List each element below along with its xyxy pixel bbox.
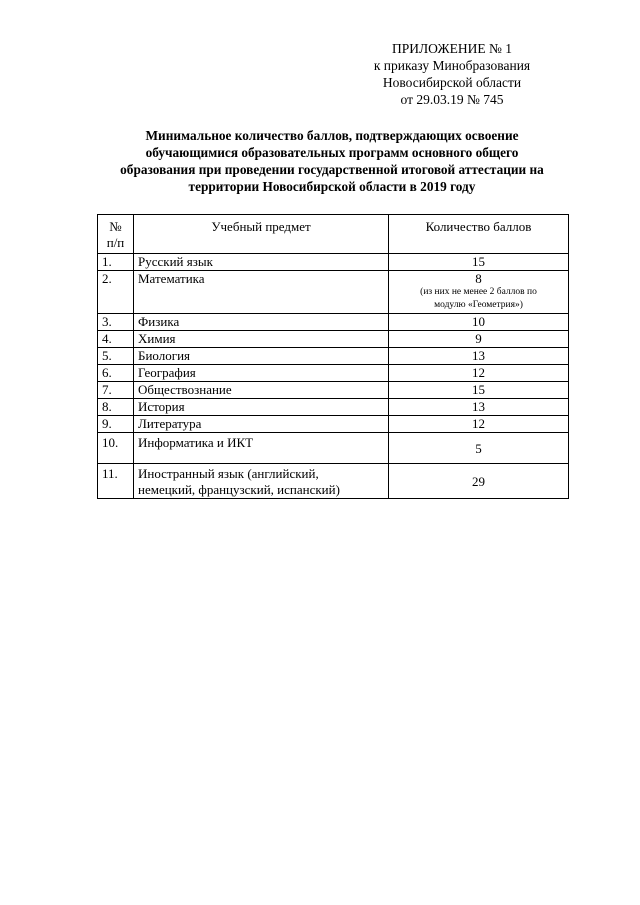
row-score: 29 [389, 464, 569, 499]
row-subject: Математика [134, 271, 389, 314]
title-line: образования при проведении государственной итоговой аттестации на [120, 162, 544, 177]
table-row [98, 254, 569, 271]
row-subject-continued: немецкий, французский, испанский) [138, 482, 340, 497]
order-date-number: от 29.03.19 № 745 [400, 92, 504, 107]
table-row [98, 416, 569, 433]
row-score: 5 [389, 433, 569, 464]
score-note: (из них не менее 2 баллов по [420, 287, 537, 297]
row-number: 8. [98, 399, 134, 416]
header-number-symbol: № [109, 219, 122, 234]
table-row [98, 365, 569, 382]
row-score-cell [389, 271, 569, 314]
order-reference: к приказу Минобразования [373, 58, 531, 73]
table-row [98, 464, 569, 499]
row-number: 9. [98, 416, 134, 433]
table-row [98, 348, 569, 365]
row-subject: География [134, 365, 389, 382]
column-header-score: Количество баллов [389, 215, 569, 254]
appendix-header [332, 40, 572, 108]
row-subject: Химия [134, 331, 389, 348]
table-row [98, 271, 569, 314]
row-subject: История [134, 399, 389, 416]
row-number: 5. [98, 348, 134, 365]
column-header-number [98, 215, 134, 254]
title-line: обучающимися образовательных программ основного общего [145, 145, 519, 160]
table-row [98, 399, 569, 416]
row-subject: Русский язык [134, 254, 389, 271]
column-header-subject: Учебный предмет [134, 215, 389, 254]
order-region: Новосибирской области [382, 75, 522, 90]
table-header-row [98, 215, 569, 254]
row-number: 6. [98, 365, 134, 382]
row-subject: Информатика и ИКТ [134, 433, 389, 464]
row-subject: Обществознание [134, 382, 389, 399]
table-row [98, 314, 569, 331]
table-row [98, 433, 569, 464]
row-score: 12 [389, 365, 569, 382]
table-row [98, 331, 569, 348]
scores-table [97, 214, 569, 499]
row-number: 10. [98, 433, 134, 464]
row-score: 9 [389, 331, 569, 348]
row-score: 10 [389, 314, 569, 331]
row-subject: Биология [134, 348, 389, 365]
appendix-label: ПРИЛОЖЕНИЕ № 1 [391, 41, 513, 56]
row-number: 7. [98, 382, 134, 399]
table-row [98, 382, 569, 399]
row-subject-cell [134, 464, 389, 499]
row-score: 13 [389, 348, 569, 365]
row-subject: Литература [134, 416, 389, 433]
row-subject: Физика [134, 314, 389, 331]
row-score: 12 [389, 416, 569, 433]
row-score: 13 [389, 399, 569, 416]
row-number: 4. [98, 331, 134, 348]
title-line: Минимальное количество баллов, подтверждающих освоение [145, 128, 519, 143]
header-number-abbrev: п/п [106, 235, 125, 250]
score-note: модулю «Геометрия») [434, 300, 523, 310]
row-subject: Иностранный язык (английский, [138, 466, 319, 481]
row-number: 11. [98, 464, 134, 499]
row-number: 2. [98, 271, 134, 314]
row-score: 8 [475, 271, 482, 286]
document-title [96, 127, 568, 195]
row-score: 15 [389, 254, 569, 271]
title-line: территории Новосибирской области в 2019 году [188, 179, 476, 194]
row-number: 3. [98, 314, 134, 331]
row-score: 15 [389, 382, 569, 399]
row-number: 1. [98, 254, 134, 271]
